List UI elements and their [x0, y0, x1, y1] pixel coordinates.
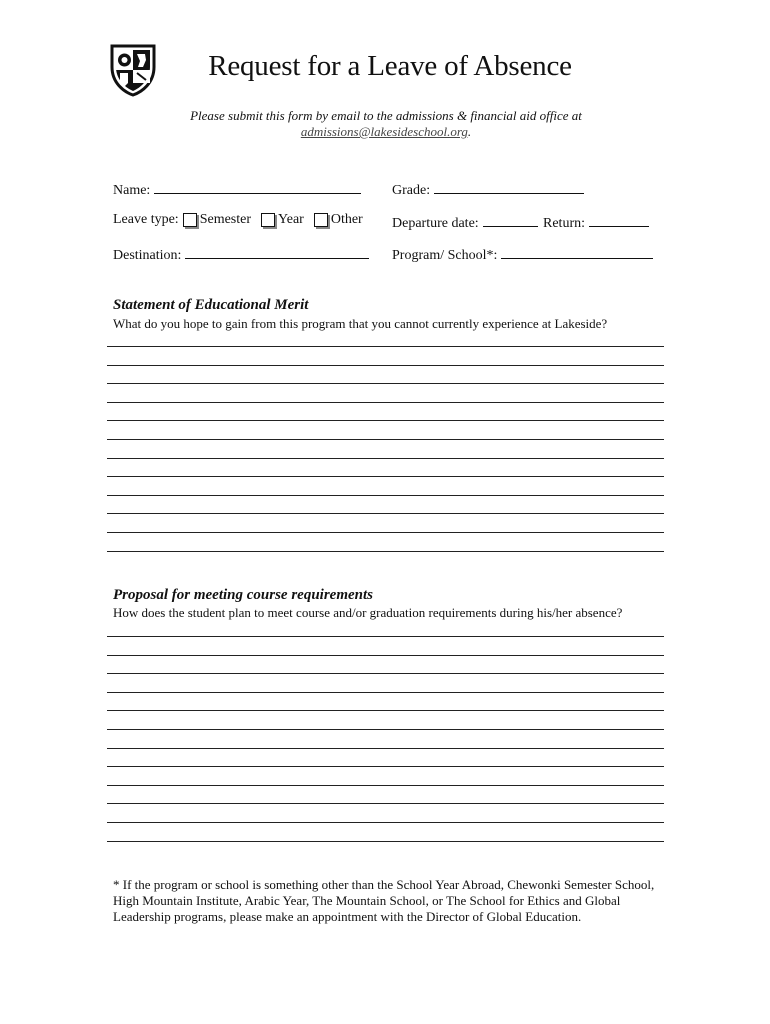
departure-date-label: Departure date:: [392, 216, 479, 231]
answer-line: [107, 346, 664, 347]
answer-line: [107, 822, 664, 823]
answer-line: [107, 729, 664, 730]
answer-line: [107, 476, 664, 477]
leave-type-field: [113, 212, 369, 228]
answer-line: [107, 655, 664, 656]
name-label: Name:: [113, 183, 151, 198]
return-date-field: [543, 213, 649, 232]
answer-line: [107, 532, 664, 533]
proposal-question: How does the student plan to meet course and/or graduation requirements during his/her absence?: [113, 605, 623, 620]
answer-line: [107, 551, 664, 552]
program-footnote: * If the program or school is something other than the School Year Abroad, Chewonki Semester School, High Mountain Institute, Arabic Year, The Mountain School, or The School for Ethics and Global Leadership programs, please make an appointment with the Director of Global Education.: [113, 877, 655, 924]
name-field: [113, 180, 361, 199]
leave-option-semester[interactable]: [179, 212, 251, 228]
answer-line: [107, 420, 664, 421]
other-label: Other: [330, 212, 363, 227]
semester-label: Semester: [199, 212, 252, 227]
program-school-label: Program/ School*:: [392, 248, 498, 263]
grade-label: Grade:: [392, 183, 431, 198]
return-date-input[interactable]: [589, 213, 649, 227]
answer-line: [107, 636, 664, 637]
proposal-section-title: Proposal for meeting course requirements: [113, 587, 374, 603]
answer-line: [107, 513, 664, 514]
answer-line: [107, 673, 664, 674]
program-school-input[interactable]: [501, 245, 653, 259]
proposal-answer-area[interactable]: [107, 636, 664, 859]
instructions-text: Please submit this form by email to the admissions & financial aid office at: [190, 108, 582, 123]
merit-section-title: Statement of Educational Merit: [113, 297, 309, 313]
grade-field: [392, 180, 584, 199]
answer-line: [107, 748, 664, 749]
answer-line: [107, 803, 664, 804]
submission-instructions: [0, 108, 770, 140]
answer-line: [107, 785, 664, 786]
answer-line: [107, 439, 664, 440]
name-input[interactable]: [154, 180, 361, 194]
destination-field: [113, 245, 369, 264]
merit-question: What do you hope to gain from this program that you cannot currently experience at Lakeside?: [113, 316, 608, 331]
semester-checkbox[interactable]: [183, 213, 197, 227]
answer-line: [107, 458, 664, 459]
leave-option-other[interactable]: [310, 212, 363, 228]
departure-date-field: [392, 213, 538, 232]
answer-line: [107, 692, 664, 693]
instructions-period: .: [467, 124, 472, 139]
destination-input[interactable]: [185, 245, 369, 259]
program-school-field: [392, 245, 653, 264]
admissions-email-link[interactable]: admissions@lakesideschool.org: [300, 124, 468, 139]
return-date-label: Return:: [543, 216, 585, 231]
year-checkbox[interactable]: [261, 213, 275, 227]
leave-option-year[interactable]: [257, 212, 304, 228]
answer-line: [107, 365, 664, 366]
instructions-email-line: [2, 124, 770, 140]
page-title: Request for a Leave of Absence: [208, 50, 572, 82]
answer-line: [107, 766, 664, 767]
grade-input[interactable]: [434, 180, 584, 194]
destination-label: Destination:: [113, 248, 182, 263]
answer-line: [107, 710, 664, 711]
year-label: Year: [278, 212, 304, 227]
answer-line: [107, 495, 664, 496]
leave-type-label: Leave type:: [113, 212, 179, 227]
other-checkbox[interactable]: [314, 213, 328, 227]
answer-line: [107, 402, 664, 403]
answer-line: [107, 383, 664, 384]
answer-line: [107, 841, 664, 842]
merit-answer-area[interactable]: [107, 346, 664, 569]
departure-date-input[interactable]: [483, 213, 538, 227]
